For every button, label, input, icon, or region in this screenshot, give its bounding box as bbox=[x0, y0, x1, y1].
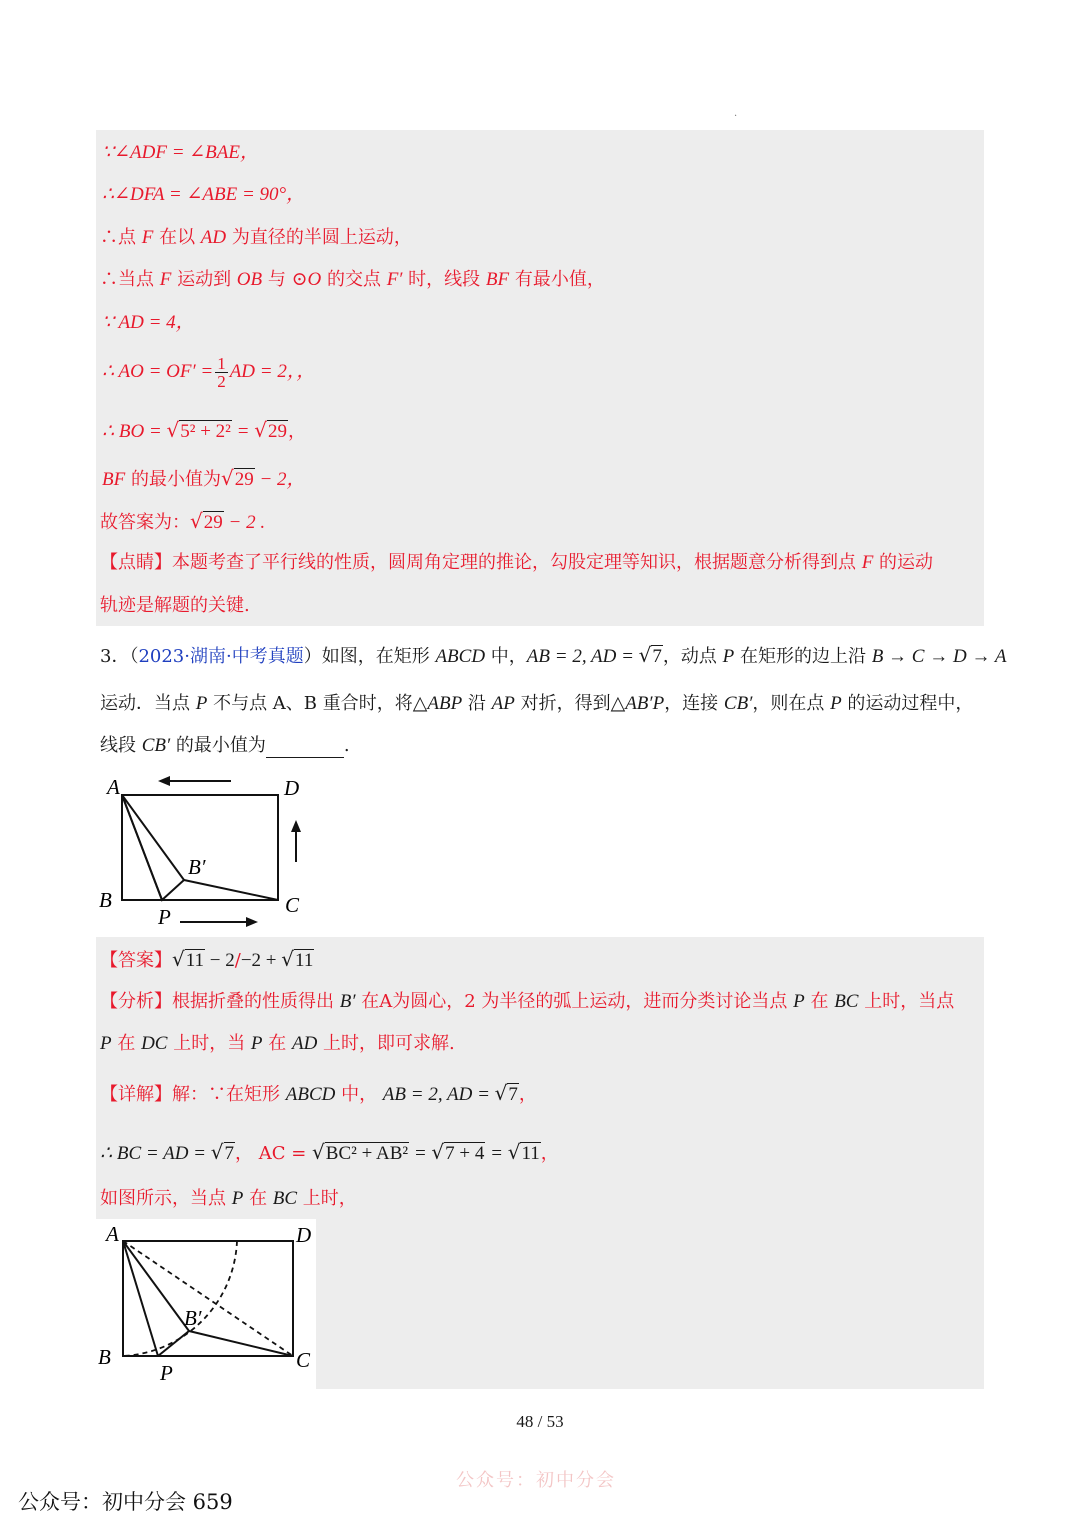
comment-line-1: 【点睛】本题考查了平行线的性质，圆周角定理的推论，勾股定理等知识，根据题意分析得到点 F 的运动 bbox=[100, 552, 934, 573]
solution-line-6: ∴ AO = OF′ = $\frac{1}{2}$ AD = 2，， bbox=[102, 353, 316, 391]
header-dot: . bbox=[734, 108, 738, 119]
question-line-3: 线段 CB′ 的最小值为 . bbox=[100, 735, 350, 756]
label-B: B bbox=[98, 1345, 111, 1369]
label-C: C bbox=[296, 1348, 311, 1372]
solution-line-2: ∴∠DFA = ∠ABE = 90°， bbox=[102, 184, 306, 205]
solution-line-9: 故答案为：√29 − 2 . bbox=[100, 509, 266, 533]
label-B: B bbox=[99, 888, 112, 912]
label-A: A bbox=[107, 775, 120, 799]
label-A: A bbox=[106, 1222, 119, 1246]
detail-line-3: 如图所示，当点 P 在 BC 上时， bbox=[100, 1188, 357, 1209]
label-D: D bbox=[296, 1223, 312, 1247]
question-source: 2023·湖南·中考真题 bbox=[138, 646, 304, 667]
page-number: 48 / 53 bbox=[516, 1412, 564, 1431]
label-P: P bbox=[160, 1361, 173, 1385]
analysis-line-1: 【分析】根据折叠的性质得出 B′ 在A为圆心，2 为半径的弧上运动，进而分类讨论当点 P 在 BC 上时，当点 bbox=[100, 991, 955, 1012]
detail-line-1: 【详解】解：∵在矩形 ABCD 中， AB = 2, AD = √7， bbox=[100, 1081, 537, 1105]
watermark: 公众号：初中分会 bbox=[456, 1470, 616, 1491]
comment-line-2: 轨迹是解题的关键. bbox=[100, 595, 250, 616]
solution-line-7: ∴ BO = √5² + 2² = √29， bbox=[102, 418, 306, 442]
wechat-account: 公众号：初中分会 659 bbox=[18, 1490, 233, 1514]
detail-line-2: ∴ BC = AD = √7， AC = √BC² + AB² = √7 + 4 = √11， bbox=[100, 1140, 559, 1164]
question-line-2: 运动．当点 P 不与点 A、B 重合时，将△ABP 沿 AP 对折，得到△AB′P，连接 CB′，则在点 P 的运动过程中， bbox=[100, 693, 974, 714]
label-P: P bbox=[158, 905, 171, 929]
solution-line-1: ∵∠ADF = ∠BAE， bbox=[102, 142, 260, 163]
solution-line-8: BF 的最小值为√29 − 2， bbox=[102, 466, 306, 490]
question-line-1: 3．（2023·湖南·中考真题）如图，在矩形 ABCD 中，AB = 2, AD = √7，动点 P 在矩形的边上沿 B → C → D → A bbox=[100, 643, 1007, 667]
answer-blank bbox=[266, 739, 344, 758]
folded-triangle bbox=[122, 795, 184, 900]
label-B-prime: B′ bbox=[184, 1306, 202, 1330]
solution-line-3: ∴点 F 在以 AD 为直径的半圆上运动， bbox=[100, 227, 412, 248]
solution-line-4: ∴当点 F 运动到 OB 与 ⊙O 的交点 F′ 时，线段 BF 有最小值， bbox=[100, 269, 605, 290]
solution-line-5: ∵ AD = 4， bbox=[102, 312, 195, 333]
label-C: C bbox=[285, 893, 300, 917]
label-B-prime: B′ bbox=[188, 855, 206, 879]
segment-CB-prime bbox=[184, 880, 278, 900]
figure-case-P-on-BC bbox=[96, 1219, 316, 1389]
answer-line: 【答案】√11 − 2/−2 + √11 bbox=[100, 947, 314, 971]
label-D: D bbox=[284, 776, 300, 800]
figure-rectangle-fold bbox=[96, 770, 316, 932]
analysis-line-2: P 在 DC 上时，当 P 在 AD 上时，即可求解. bbox=[100, 1033, 455, 1054]
fraction-one-half: $\frac{1}{2}$ bbox=[217, 353, 226, 391]
